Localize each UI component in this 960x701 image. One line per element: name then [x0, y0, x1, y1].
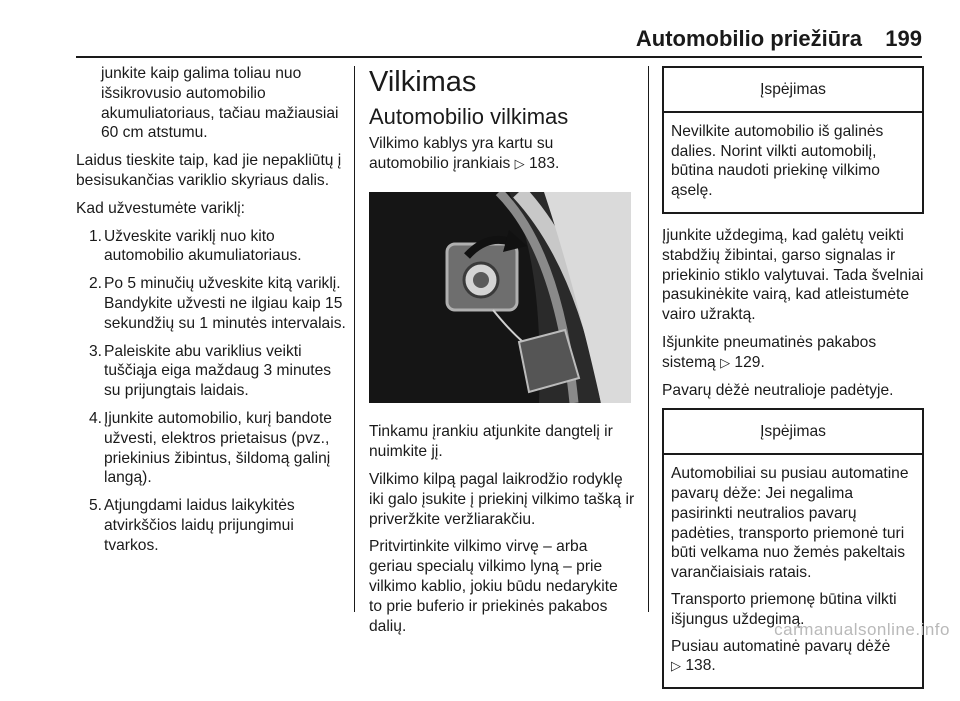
- paragraph: [662, 333, 924, 373]
- warning-body: [664, 455, 922, 687]
- continued-step: junkite kaip galima toliau nuo išsikrovusio automobilio akumuliatoriaus, tačiau mažiausiai 60 cm atstumu.: [101, 65, 339, 142]
- page-header: [0, 0, 960, 58]
- paragraph-text: Išjunkite pneumatinės pakabos sistemą: [662, 333, 877, 371]
- page-number: 199: [885, 26, 922, 51]
- paragraph: Laidus tieskite taip, kad jie nepakliūtų į besisukančias variklio skyriaus dalis.: [76, 152, 342, 189]
- steps-list: [76, 227, 346, 556]
- running-title: Automobilio priežiūra: [635, 26, 862, 51]
- warning-box: [662, 408, 924, 689]
- step-text: Įjunkite automobilio, kurį bandote užvesti, elektros prietaisus (pvz., priekinius žibintus, šildomą galinį langą).: [104, 409, 332, 487]
- column-divider: [648, 66, 649, 612]
- paragraph: Pritvirtinkite vilkimo virvę – arba geriau specialų vilkimo lyną – prie vilkimo kablio, jokiu būdu nedarykite to prie buferio ir priekinės pakabos dalių.: [369, 538, 618, 635]
- step-number: 5.: [89, 497, 103, 515]
- paragraph: Pavarų dėžė neutralioje padėtyje.: [662, 381, 894, 399]
- step-number: 3.: [89, 342, 103, 360]
- list-item: [79, 409, 346, 488]
- warning-title: Įspėjimas: [664, 68, 922, 113]
- page-reference-icon: ▷: [671, 658, 681, 674]
- warning-title: Įspėjimas: [664, 410, 922, 455]
- warning-text: Nevilkite automobilio iš galinės dalies. Norint vilkti automobilį, būtina naudoti priekinę vilkimo ąselę.: [671, 122, 884, 200]
- page-reference-icon: ▷: [720, 354, 731, 370]
- list-item: [79, 274, 346, 333]
- paragraph: Įjunkite uždegimą, kad galėtų veikti stabdžių žibintai, garso signalas ir priekinio stiklo valytuvai. Tada švelniai pasukinėkite vairą, kad atleistumėte vairo užraktą.: [662, 226, 924, 324]
- watermark: carmanualsonline.info: [774, 620, 950, 639]
- column-1: [76, 64, 346, 564]
- warning-text: Transporto priemonę būtina vilkti išjungus uždegimą.: [671, 590, 897, 628]
- header-rule: [76, 56, 922, 58]
- towing-eye-cover-illustration: [369, 192, 631, 403]
- warning-text: Automobiliai su pusiau automatine pavarų dėže: Jei negalima pasirinkti neutralios pavarų padėties, transporto priemonė turi būti velkama nuo žemės pakeltais varančiaisiais ratais.: [671, 465, 909, 582]
- section-heading: Vilkimas: [369, 66, 477, 98]
- paragraph: Vilkimo kilpą pagal laikrodžio rodyklę iki galo įsukite į priekinį vilkimo tašką ir priveržkite veržliarakčiu.: [369, 470, 635, 528]
- step-text: Užveskite variklį nuo kito automobilio akumuliatoriaus.: [104, 227, 302, 265]
- warning-box: [662, 66, 924, 214]
- list-item: [79, 496, 346, 555]
- subsection-heading: Automobilio vilkimas: [369, 104, 569, 129]
- page-reference-icon: ▷: [514, 155, 525, 171]
- step-text: Paleiskite abu variklius veikti tuščiąja eiga maždaug 3 minutes su prijungtais laidais.: [104, 342, 332, 400]
- step-text: Po 5 minučių užveskite kitą variklį. Bandykite užvesti ne ilgiau kaip 15 sekundžių su 1 minutės intervalais.: [104, 275, 346, 332]
- paragraph: Tinkamu įrankiu atjunkite dangtelį ir nuimkite jį.: [369, 423, 613, 461]
- column-2: [369, 64, 635, 644]
- step-number: 1.: [89, 227, 103, 245]
- page-reference-link[interactable]: 183.: [528, 154, 560, 172]
- paragraph: [369, 134, 635, 174]
- list-item: [79, 227, 346, 267]
- warning-text: [671, 637, 915, 677]
- paragraph: Kad užvestumėte variklį:: [76, 199, 246, 217]
- step-number: 4.: [89, 409, 103, 427]
- warning-body: [664, 113, 922, 212]
- step-text: Atjungdami laidus laikykitės atvirkščios laidų prijungimui tvarkos.: [104, 497, 295, 554]
- intro-text: Vilkimo kablys yra kartu su automobilio įrankiais: [369, 135, 554, 172]
- warning-text-part: Pusiau automatinė pavarų dėžė: [671, 637, 891, 655]
- column-divider: [354, 66, 355, 612]
- page-reference-link[interactable]: 138.: [685, 657, 716, 675]
- page-reference-link[interactable]: 129.: [734, 353, 765, 371]
- step-number: 2.: [89, 275, 103, 293]
- list-item: [79, 342, 346, 401]
- column-3: [662, 66, 924, 701]
